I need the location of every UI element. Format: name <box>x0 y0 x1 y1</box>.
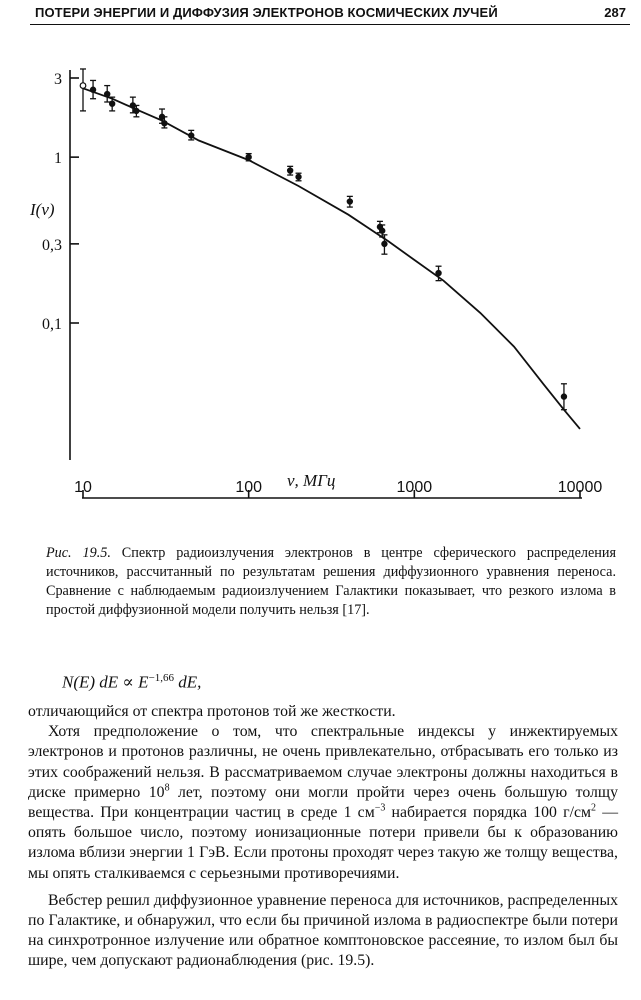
body-text <box>28 702 618 972</box>
paragraph-2-text-b: лет, поэтому они могли пройти через очень большую толщу вещества. При концентрации частиц в среде 1 см <box>28 783 618 822</box>
y-tick-label: 1 <box>54 150 62 168</box>
point-marker <box>189 133 194 138</box>
y-tick-label: 0,3 <box>42 236 62 254</box>
radio-spectrum-chart <box>0 30 641 540</box>
header-rule <box>30 24 630 25</box>
data-point <box>287 166 293 175</box>
spectrum-formula <box>62 672 201 693</box>
formula-tail: dE, <box>174 672 202 692</box>
point-marker <box>561 394 566 399</box>
formula-exponent: −1,66 <box>148 672 175 684</box>
page-number: 287 <box>604 5 626 20</box>
formula-main: N(E) dE ∝ E <box>62 672 149 692</box>
caption-label: Рис. 19.5. <box>46 545 111 561</box>
point-marker <box>246 155 251 160</box>
data-point <box>296 173 302 181</box>
paragraph-2-sup-1: 8 <box>164 782 170 794</box>
point-marker <box>110 101 115 106</box>
point-marker <box>288 168 293 173</box>
point-marker <box>296 174 301 179</box>
paragraph-2-sup-2: −3 <box>374 802 386 814</box>
paragraph-3-text: Вебстер решил диффузионное уравнение переноса для источников, распределенных по Галактике, и обнаружил, что если бы причиной излома в радиоспектре были потери на синхротронное излучение или обратное комптоновское рассеяние, то излом был бы шире, чем допускают радионаблюдения (рис. 19.5). <box>28 891 618 970</box>
tick-marks <box>42 71 602 498</box>
chart-axes <box>70 70 582 498</box>
y-tick-label: 0,1 <box>42 316 62 333</box>
paragraph-1 <box>28 702 618 722</box>
paragraph-3 <box>28 891 618 972</box>
paragraph-2-text-c: набирается порядка 100 г/см <box>385 804 591 822</box>
x-tick-label: 1000 <box>396 479 433 496</box>
point-marker <box>134 108 139 113</box>
paragraph-2-text-a: Хотя предположение о том, что спектральные индексы у инжектируемых электронов и протонов различны, не очень привлекательно, отбрасывать его только из этих соображений нельзя. В рассматриваемом случае электроны должны находиться в диске примерно 10 <box>28 723 618 801</box>
figure-caption <box>46 544 616 620</box>
point-marker <box>162 121 167 126</box>
x-tick-label: 100 <box>235 479 263 496</box>
point-marker <box>382 241 387 246</box>
paragraph-2 <box>28 722 618 884</box>
point-marker <box>347 199 352 204</box>
y-axis-label: I(ν) <box>30 200 55 219</box>
paragraph-2-sup-3: 2 <box>591 802 596 814</box>
running-title: ПОТЕРИ ЭНЕРГИИ И ДИФФУЗИЯ ЭЛЕКТРОНОВ КОСМИЧЕСКИХ ЛУЧЕЙ <box>35 5 498 20</box>
point-marker <box>380 228 385 233</box>
paragraph-2-text-d: — опять большое число, поэтому ионизационные потери привели бы к образованию излома вблизи энергии 1 ГэВ. Если протоны проходят через такую же толщу вещества, мы опять сталкиваемся с серьезными противоречиями. <box>28 804 619 882</box>
running-header <box>30 2 630 26</box>
data-points <box>80 69 567 410</box>
y-tick-label: 3 <box>54 71 62 88</box>
point-marker <box>436 270 441 275</box>
x-tick-label: 10000 <box>557 479 603 496</box>
x-axis-label: ν, МГц <box>287 471 336 490</box>
caption-text: Спектр радиоизлучения электронов в центре сферического распределения источников, рассчитанный по результатам решения диффузионного уравнения переноса. Сравнение с наблюдаемым радиоизлучением Галактики показывает, что резкого излома в простой диффузионной модели получить нельзя [17]. <box>46 545 616 618</box>
data-point <box>90 80 96 98</box>
data-point <box>104 86 110 102</box>
point-marker <box>80 83 86 89</box>
paragraph-1-text: отличающийся от спектра протонов той же жесткости. <box>28 703 396 720</box>
point-marker <box>105 91 110 96</box>
point-marker <box>90 87 95 92</box>
x-tick-label: 10 <box>74 479 92 496</box>
data-point <box>347 196 353 207</box>
model-curve <box>83 88 580 429</box>
